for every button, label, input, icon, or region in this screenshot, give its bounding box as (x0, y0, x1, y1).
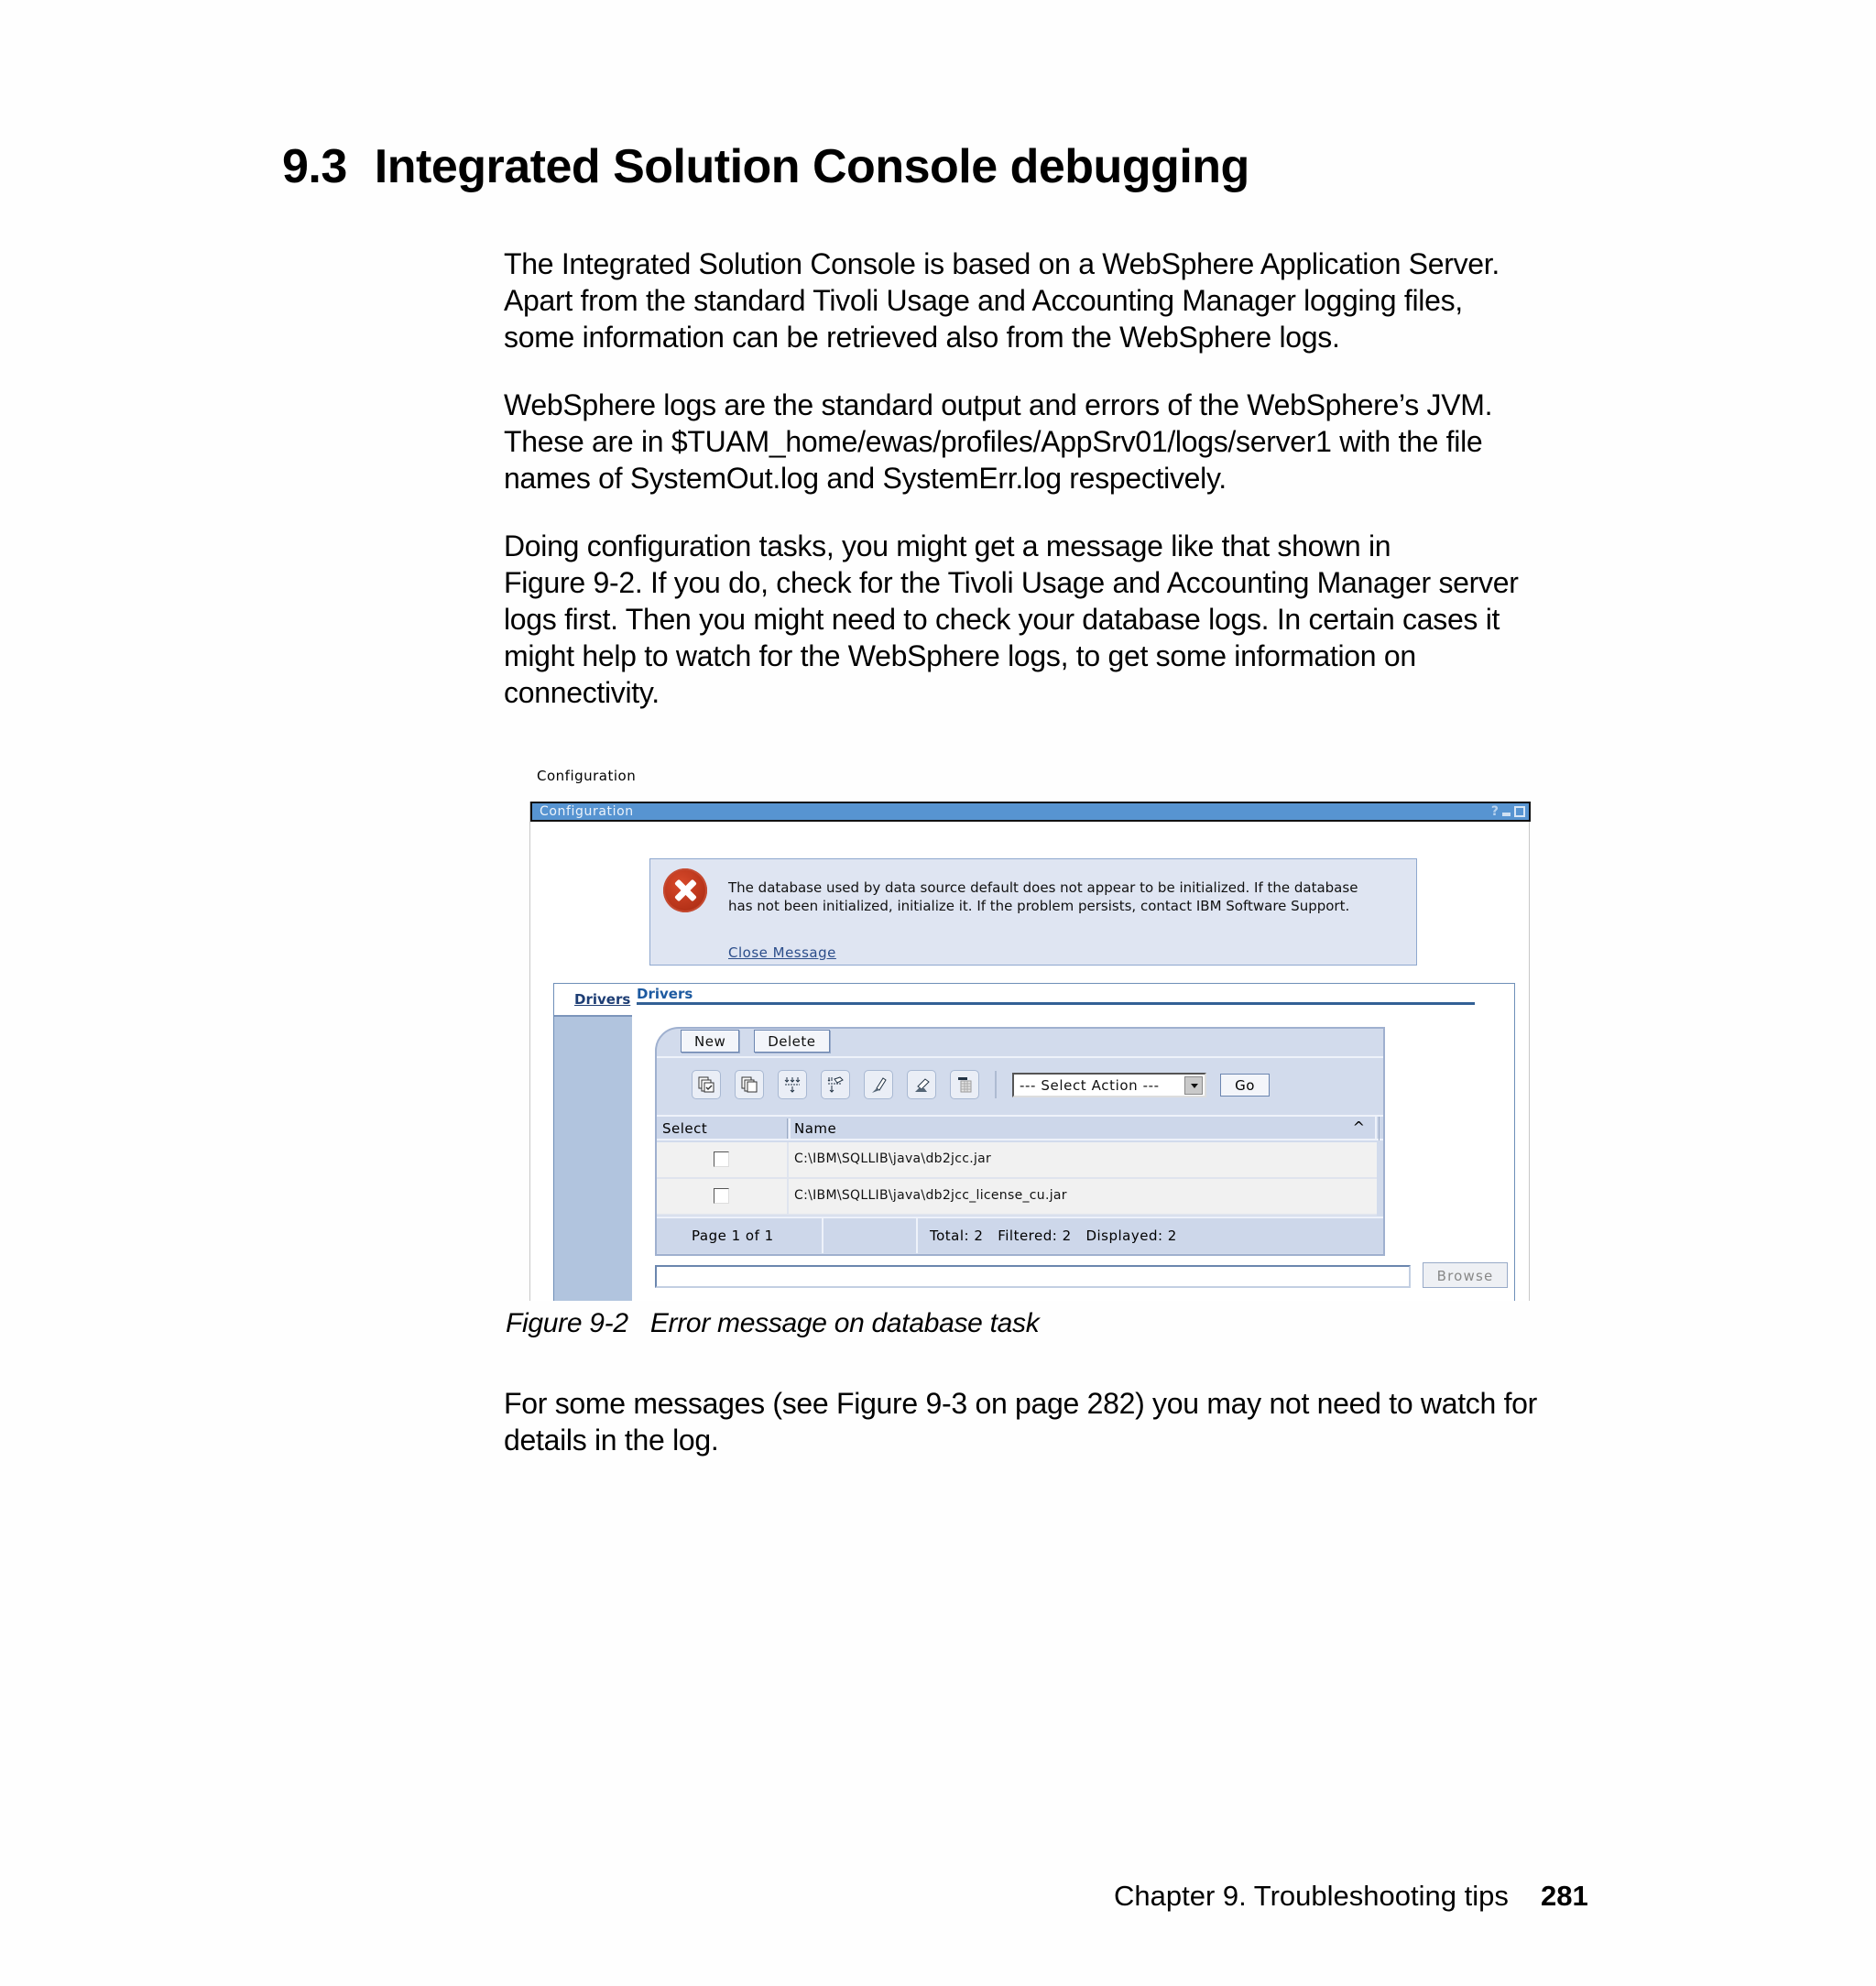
figure-page-label: Configuration (537, 768, 637, 784)
clear-filter-icon[interactable] (907, 1070, 936, 1099)
table-row (657, 1179, 1377, 1216)
go-button[interactable]: Go (1220, 1074, 1270, 1097)
edit-icon[interactable] (864, 1070, 893, 1099)
button-row (681, 1030, 830, 1053)
paragraph-config-tasks (504, 528, 1640, 711)
text-line: names of SystemOut.log and SystemErr.log respectively. (504, 462, 1227, 495)
table-icon[interactable] (950, 1070, 979, 1099)
minimize-icon[interactable] (1502, 813, 1511, 816)
drivers-collection-panel (655, 1027, 1385, 1256)
side-panel (554, 1015, 632, 1301)
drivers-nav (554, 984, 632, 1301)
divider (787, 1142, 789, 1179)
divider (787, 1179, 789, 1216)
drivers-frame (553, 983, 1515, 1301)
maximize-icon[interactable] (1514, 806, 1525, 817)
select-action-value: --- Select Action --- (1020, 1076, 1160, 1094)
text-line: Doing configuration tasks, you might get a message like that shown in (504, 529, 1391, 562)
figure-caption-text: Error message on database task (649, 1308, 1040, 1338)
table-totals: Total: 2 Filtered: 2 Displayed: 2 (930, 1228, 1177, 1244)
portlet-title-bar (530, 802, 1531, 822)
deselect-all-icon[interactable] (735, 1070, 764, 1099)
paragraph-intro (504, 246, 1640, 355)
section-title (282, 139, 1249, 194)
text-line: logs first. Then you might need to check your database logs. In certain cases it (504, 603, 1500, 636)
portlet-title: Configuration (540, 804, 634, 819)
sort-ascending-icon[interactable]: ^ (1352, 1118, 1365, 1136)
section-title-text: Integrated Solution Console debugging (374, 140, 1249, 193)
driver-name: C:\IBM\SQLLIB\java\db2jcc.jar (794, 1151, 992, 1166)
tab-drivers[interactable]: Drivers (637, 986, 693, 1002)
text-line: connectivity. (504, 676, 660, 709)
text-line: Figure 9-2. If you do, check for the Tivoli Usage and Accounting Manager server (504, 566, 1519, 599)
text-line: some information can be retrieved also from the WebSphere logs. (504, 321, 1340, 354)
tab-drivers-nav[interactable]: Drivers (574, 991, 631, 1008)
text-line: WebSphere logs are the standard output and errors of the WebSphere’s JVM. (504, 388, 1493, 421)
driver-name: C:\IBM\SQLLIB\java\db2jcc_license_cu.jar (794, 1188, 1067, 1203)
column-resize-handle[interactable] (787, 1118, 791, 1139)
tab-underline (637, 1002, 1475, 1005)
show-filter-icon[interactable] (778, 1070, 807, 1099)
table-footer (657, 1217, 1383, 1253)
divider (995, 1071, 997, 1098)
row-checkbox[interactable] (714, 1188, 729, 1204)
column-resize-handle[interactable] (1375, 1117, 1380, 1140)
page-indicator: Page 1 of 1 (692, 1228, 774, 1244)
chevron-down-icon[interactable] (1184, 1076, 1203, 1095)
configuration-portlet (529, 802, 1530, 1301)
hide-filter-icon[interactable] (821, 1070, 850, 1099)
table-row (657, 1142, 1377, 1179)
error-message-box (649, 858, 1417, 966)
paragraph-websphere-logs (504, 387, 1640, 496)
error-message-text (728, 878, 1358, 915)
help-icon[interactable]: ? (1490, 804, 1499, 819)
divider (822, 1218, 823, 1253)
column-header-select[interactable]: Select (662, 1120, 708, 1137)
figure-caption-label: Figure 9-2 (506, 1308, 628, 1338)
delete-button[interactable]: Delete (754, 1030, 829, 1053)
browse-button[interactable]: Browse (1423, 1262, 1508, 1288)
text-line: details in the log. (504, 1424, 719, 1457)
text-line: The Integrated Solution Console is based on a WebSphere Application Server. (504, 247, 1500, 280)
select-action-dropdown[interactable] (1012, 1073, 1206, 1097)
portlet-controls (1491, 803, 1525, 820)
text-line: Apart from the standard Tivoli Usage and Accounting Manager logging files, (504, 284, 1463, 317)
table-toolbar (692, 1070, 1270, 1099)
page-number: 281 (1541, 1880, 1588, 1912)
row-checkbox[interactable] (714, 1151, 729, 1167)
section-number: 9.3 (282, 140, 347, 193)
close-message-link[interactable]: Close Message (728, 944, 836, 961)
error-message-line: The database used by data source default does not appear to be initialized. If the database (728, 879, 1358, 896)
error-icon (663, 868, 707, 912)
table-header (657, 1115, 1383, 1140)
paragraph-some-messages (504, 1385, 1640, 1458)
select-all-icon[interactable] (692, 1070, 721, 1099)
text-line: For some messages (see Figure 9-3 on page 282) you may not need to watch for (504, 1387, 1538, 1420)
column-header-name[interactable]: Name (794, 1120, 837, 1137)
text-line: These are in $TUAM_home/ewas/profiles/AppSrv01/logs/server1 with the file (504, 425, 1483, 458)
driver-path-input[interactable] (655, 1265, 1411, 1288)
divider (657, 1056, 1383, 1058)
new-button[interactable]: New (681, 1030, 739, 1053)
divider (916, 1218, 918, 1253)
chapter-title: Chapter 9. Troubleshooting tips (1114, 1880, 1509, 1912)
text-line: might help to watch for the WebSphere logs, to get some information on (504, 639, 1416, 672)
error-message-line: has not been initialized, initialize it. If the problem persists, contact IBM Software Support. (728, 898, 1350, 914)
figure-caption (506, 1308, 1039, 1339)
